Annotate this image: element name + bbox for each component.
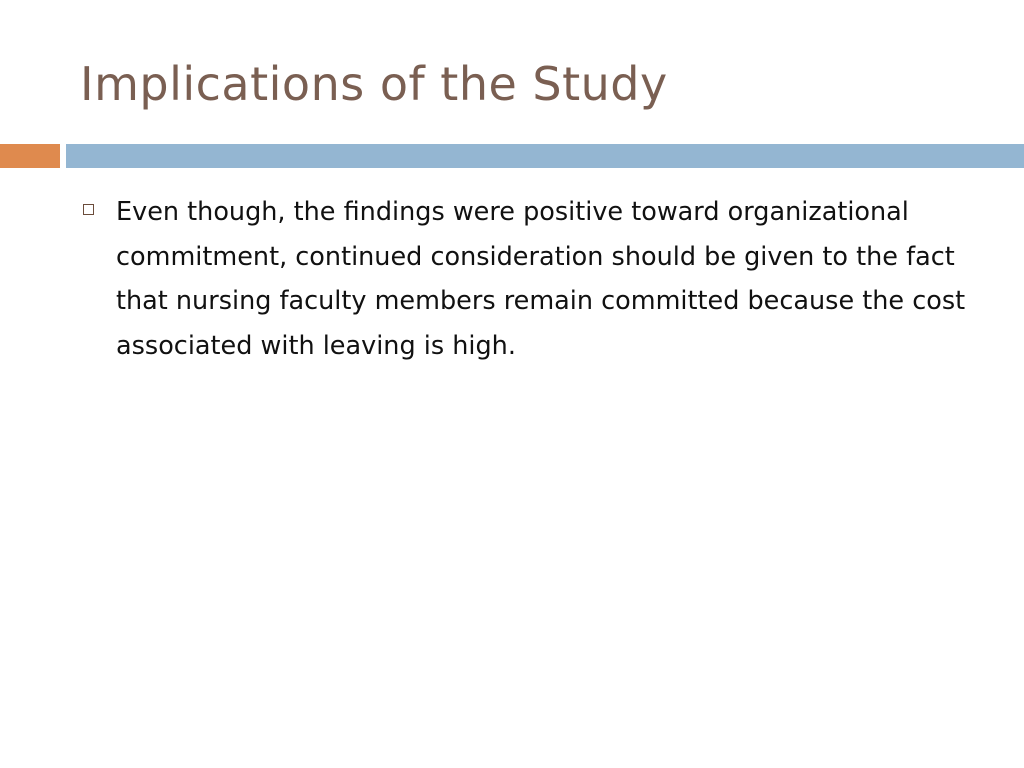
bullet-item bbox=[80, 190, 980, 368]
accent-bar-blue bbox=[66, 144, 1024, 168]
accent-bar-orange bbox=[0, 144, 60, 168]
bullet-text: Even though, the findings were positive toward organizational commitment, continued consideration should be given to the fact that nursing faculty members remain committed because the cost associated with leaving is high. bbox=[116, 197, 966, 361]
slide-title: Implications of the Study bbox=[80, 57, 668, 111]
hollow-square-bullet-icon bbox=[83, 204, 94, 215]
slide-body bbox=[80, 190, 980, 368]
